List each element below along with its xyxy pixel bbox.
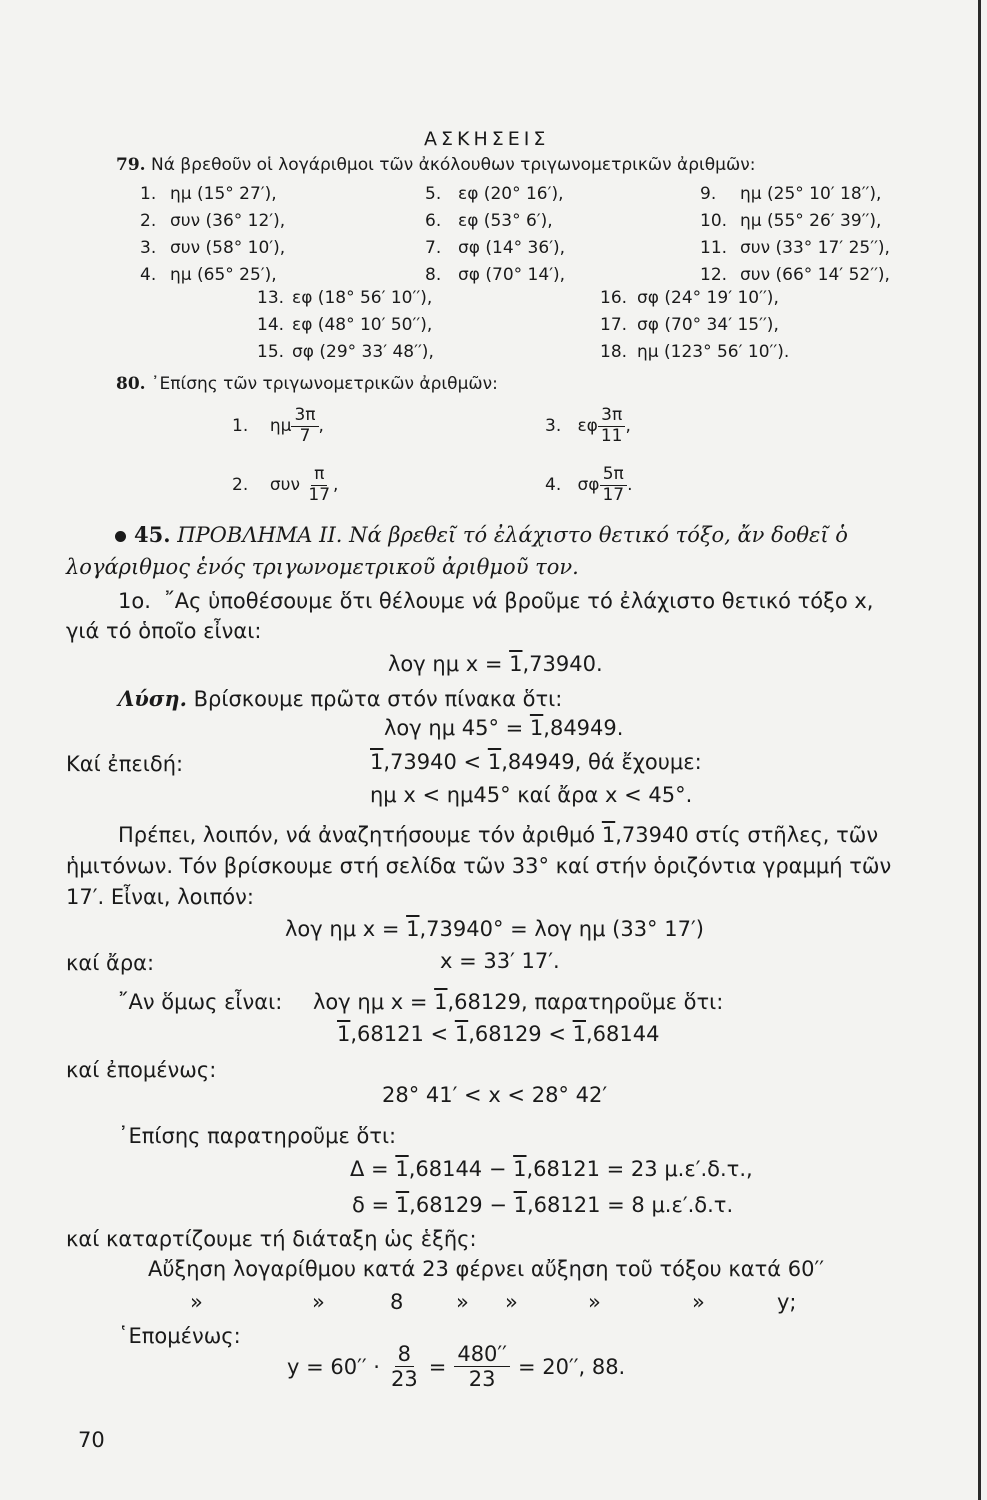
exercise-79-item-expression: εφ (53° 6′), [458,211,553,231]
ditto: » [505,1290,518,1314]
exercise-79-item-number: 13. [257,288,285,308]
exercise-79-item-number: 3. [140,238,157,258]
exercise-79-item-expression: εφ (48° 10′ 50′′), [292,315,433,335]
equation-9: 28° 41′ < x < 28° 42′ [382,1083,608,1107]
exercise-80-item: 4. σφ $\frac{5\pi}{17}$ . [545,464,633,505]
exercise-79-item-expression: σφ (29° 33′ 48′′), [292,342,434,362]
final-equation: y = 60′′ · $\frac{8}{23}$ = $\frac{480''}{23}$ = 20′′, 88. [287,1342,626,1392]
paragraph-2-end: 17′. Εἶναι, λοιπόν: [66,885,254,909]
exercises-title: ΑΣΚΗΣΕΙΣ [424,128,550,150]
exercise-79-item-number: 4. [140,265,157,285]
exercise-79-item-expression: σφ (70° 14′), [458,265,566,285]
exercise-79-item-number: 8. [425,265,442,285]
proportion-value: » [456,1290,469,1314]
paragraph-1-cont: γιά τό ὁποῖο εἶναι: [66,619,262,643]
exercise-79-item-number: 5. [425,184,442,204]
exercise-80-item: 3. εφ $\frac{3\pi}{11}$ , [545,405,631,446]
equation-6: x = 33′ 17′. [440,949,560,973]
exercise-79-item-expression: σφ (14° 36′), [458,238,566,258]
exercise-79-item-number: 7. [425,238,442,258]
ditto: » [692,1290,705,1314]
ditto: » [312,1290,325,1314]
exercise-79-item-number: 17. [600,315,628,335]
equation-11: δ = 1,68129 − 1,68121 = 8 μ.ε′.δ.τ. [352,1193,734,1217]
equation-5: λογ ημ x = 1,73940° = λογ ημ (33° 17′) [285,917,704,941]
exercise-79-intro: 79. Νά βρεθοῦν οἱ λογάριθμοι τῶν ἀκόλουθων τριγωνομετρικῶν ἀριθμῶν: [116,155,756,175]
solution-line: Λύση. Βρίσκουμε πρῶτα στόν πίνακα ὅτι: [118,686,563,711]
exercise-79-item-expression: εφ (20° 16′), [458,184,564,204]
equation-2: λογ ημ 45° = 1,84949. [384,716,624,740]
therefore-label: καί ἐπομένως: [66,1058,217,1082]
bullet-icon [115,531,126,542]
ditto: 8 [390,1290,404,1314]
exercise-79-item-expression: σφ (70° 34′ 15′′), [637,315,779,335]
exercise-79-item-number: 10. [700,211,728,231]
exercise-79-item-expression: συν (66° 14′ 52′′), [740,265,890,285]
exercise-79-item-number: 14. [257,315,285,335]
equation-4: ημ x < ημ45° καί ἄρα x < 45°. [370,783,693,807]
since-label: Καί ἐπειδή: [66,752,184,776]
exercise-79-item-expression: ημ (55° 26′ 39′′), [740,211,882,231]
exercise-79-item-expression: συν (33° 17′ 25′′), [740,238,890,258]
exercise-80-intro: 80. ᾽Επίσης τῶν τριγωνομετρικῶν ἀριθμῶν: [116,374,498,394]
exercise-79-item-number: 18. [600,342,628,362]
exercise-79-item-expression: ημ (123° 56′ 10′′). [637,342,790,362]
page-number: 70 [78,1428,105,1452]
paragraph-2: Πρέπει, λοιπόν, νά ἀναζητήσουμε τόν ἀριθμό 1,73940 στίς στῆλες, τῶν [118,823,879,847]
exercise-79-item-number: 6. [425,211,442,231]
exercise-80-item: 1. ημ $\frac{3\pi}{7}$ , [232,405,324,446]
equation-7: λογ ημ x = 1,68129, παρατηροῦμε ὅτι: [313,990,724,1014]
exercise-79-item-expression: ημ (15° 27′), [170,184,277,204]
also-label: ᾽Επίσης παρατηροῦμε ὅτι: [118,1124,397,1148]
paragraph-2-cont: ἡμιτόνων. Τόν βρίσκουμε στή σελίδα τῶν 33° καί στήν ὁριζόντια γραμμή τῶν [66,854,892,878]
exercise-79-item-number: 12. [700,265,728,285]
if-label: ῎Αν ὅμως εἶναι: [118,990,283,1014]
exercise-79-item-number: 11. [700,238,728,258]
equation-10: Δ = 1,68144 − 1,68121 = 23 μ.ε′.δ.τ., [350,1157,753,1181]
equation-8: 1,68121 < 1,68129 < 1,68144 [337,1022,660,1046]
exercise-79-item-number: 15. [257,342,285,362]
exercise-79-item-expression: συν (36° 12′), [170,211,286,231]
ditto: » [588,1290,601,1314]
section-45-heading: 45. ΠΡΟΒΛΗΜΑ ΙΙ. Νά βρεθεῖ τό ἐλάχιστο θετικό τόξο, ἄν δοθεῖ ὁ [115,522,848,547]
exercise-79-item-expression: ημ (65° 25′), [170,265,277,285]
section-45-heading-cont: λογάριθμος ἑνός τριγωνομετρικοῦ ἀριθμοῦ τον. [66,555,579,579]
paragraph-1: 1ο. ῎Ας ὑποθέσουμε ὅτι θέλουμε νά βροῦμε τό ἐλάχιστο θετικό τόξο x, [118,589,874,613]
exercise-79-item-expression: ημ (25° 10′ 18′′), [740,184,882,204]
and-so-label: καί ἄρα: [66,951,155,975]
ditto: y; [777,1290,797,1314]
ditto: » [190,1290,203,1314]
exercise-79-item-expression: σφ (24° 19′ 10′′), [637,288,779,308]
exercise-79-item-number: 16. [600,288,628,308]
hence-label: ῾Επομένως: [118,1324,241,1348]
exercise-79-item-expression: εφ (18° 56′ 10′′), [292,288,433,308]
exercise-80-item: 2. συν $\frac{\pi}{17}$ , [232,464,339,505]
arrangement-label: καί καταρτίζουμε τή διάταξη ὡς ἑξῆς: [66,1227,477,1251]
equation-3: 1,73940 < 1,84949, θά ἔχουμε: [370,750,702,774]
exercise-79-item-number: 9. [700,184,717,204]
exercise-79-item-expression: συν (58° 10′), [170,238,286,258]
page-edge [978,0,981,1500]
exercise-79-item-number: 1. [140,184,157,204]
exercise-79-item-number: 2. [140,211,157,231]
proportion-row-1: Αὔξηση λογαρίθμου κατά 23 φέρνει αὔξηση τοῦ τόξου κατά 60′′ [148,1257,825,1281]
equation-1: λογ ημ x = 1,73940. [388,652,603,676]
